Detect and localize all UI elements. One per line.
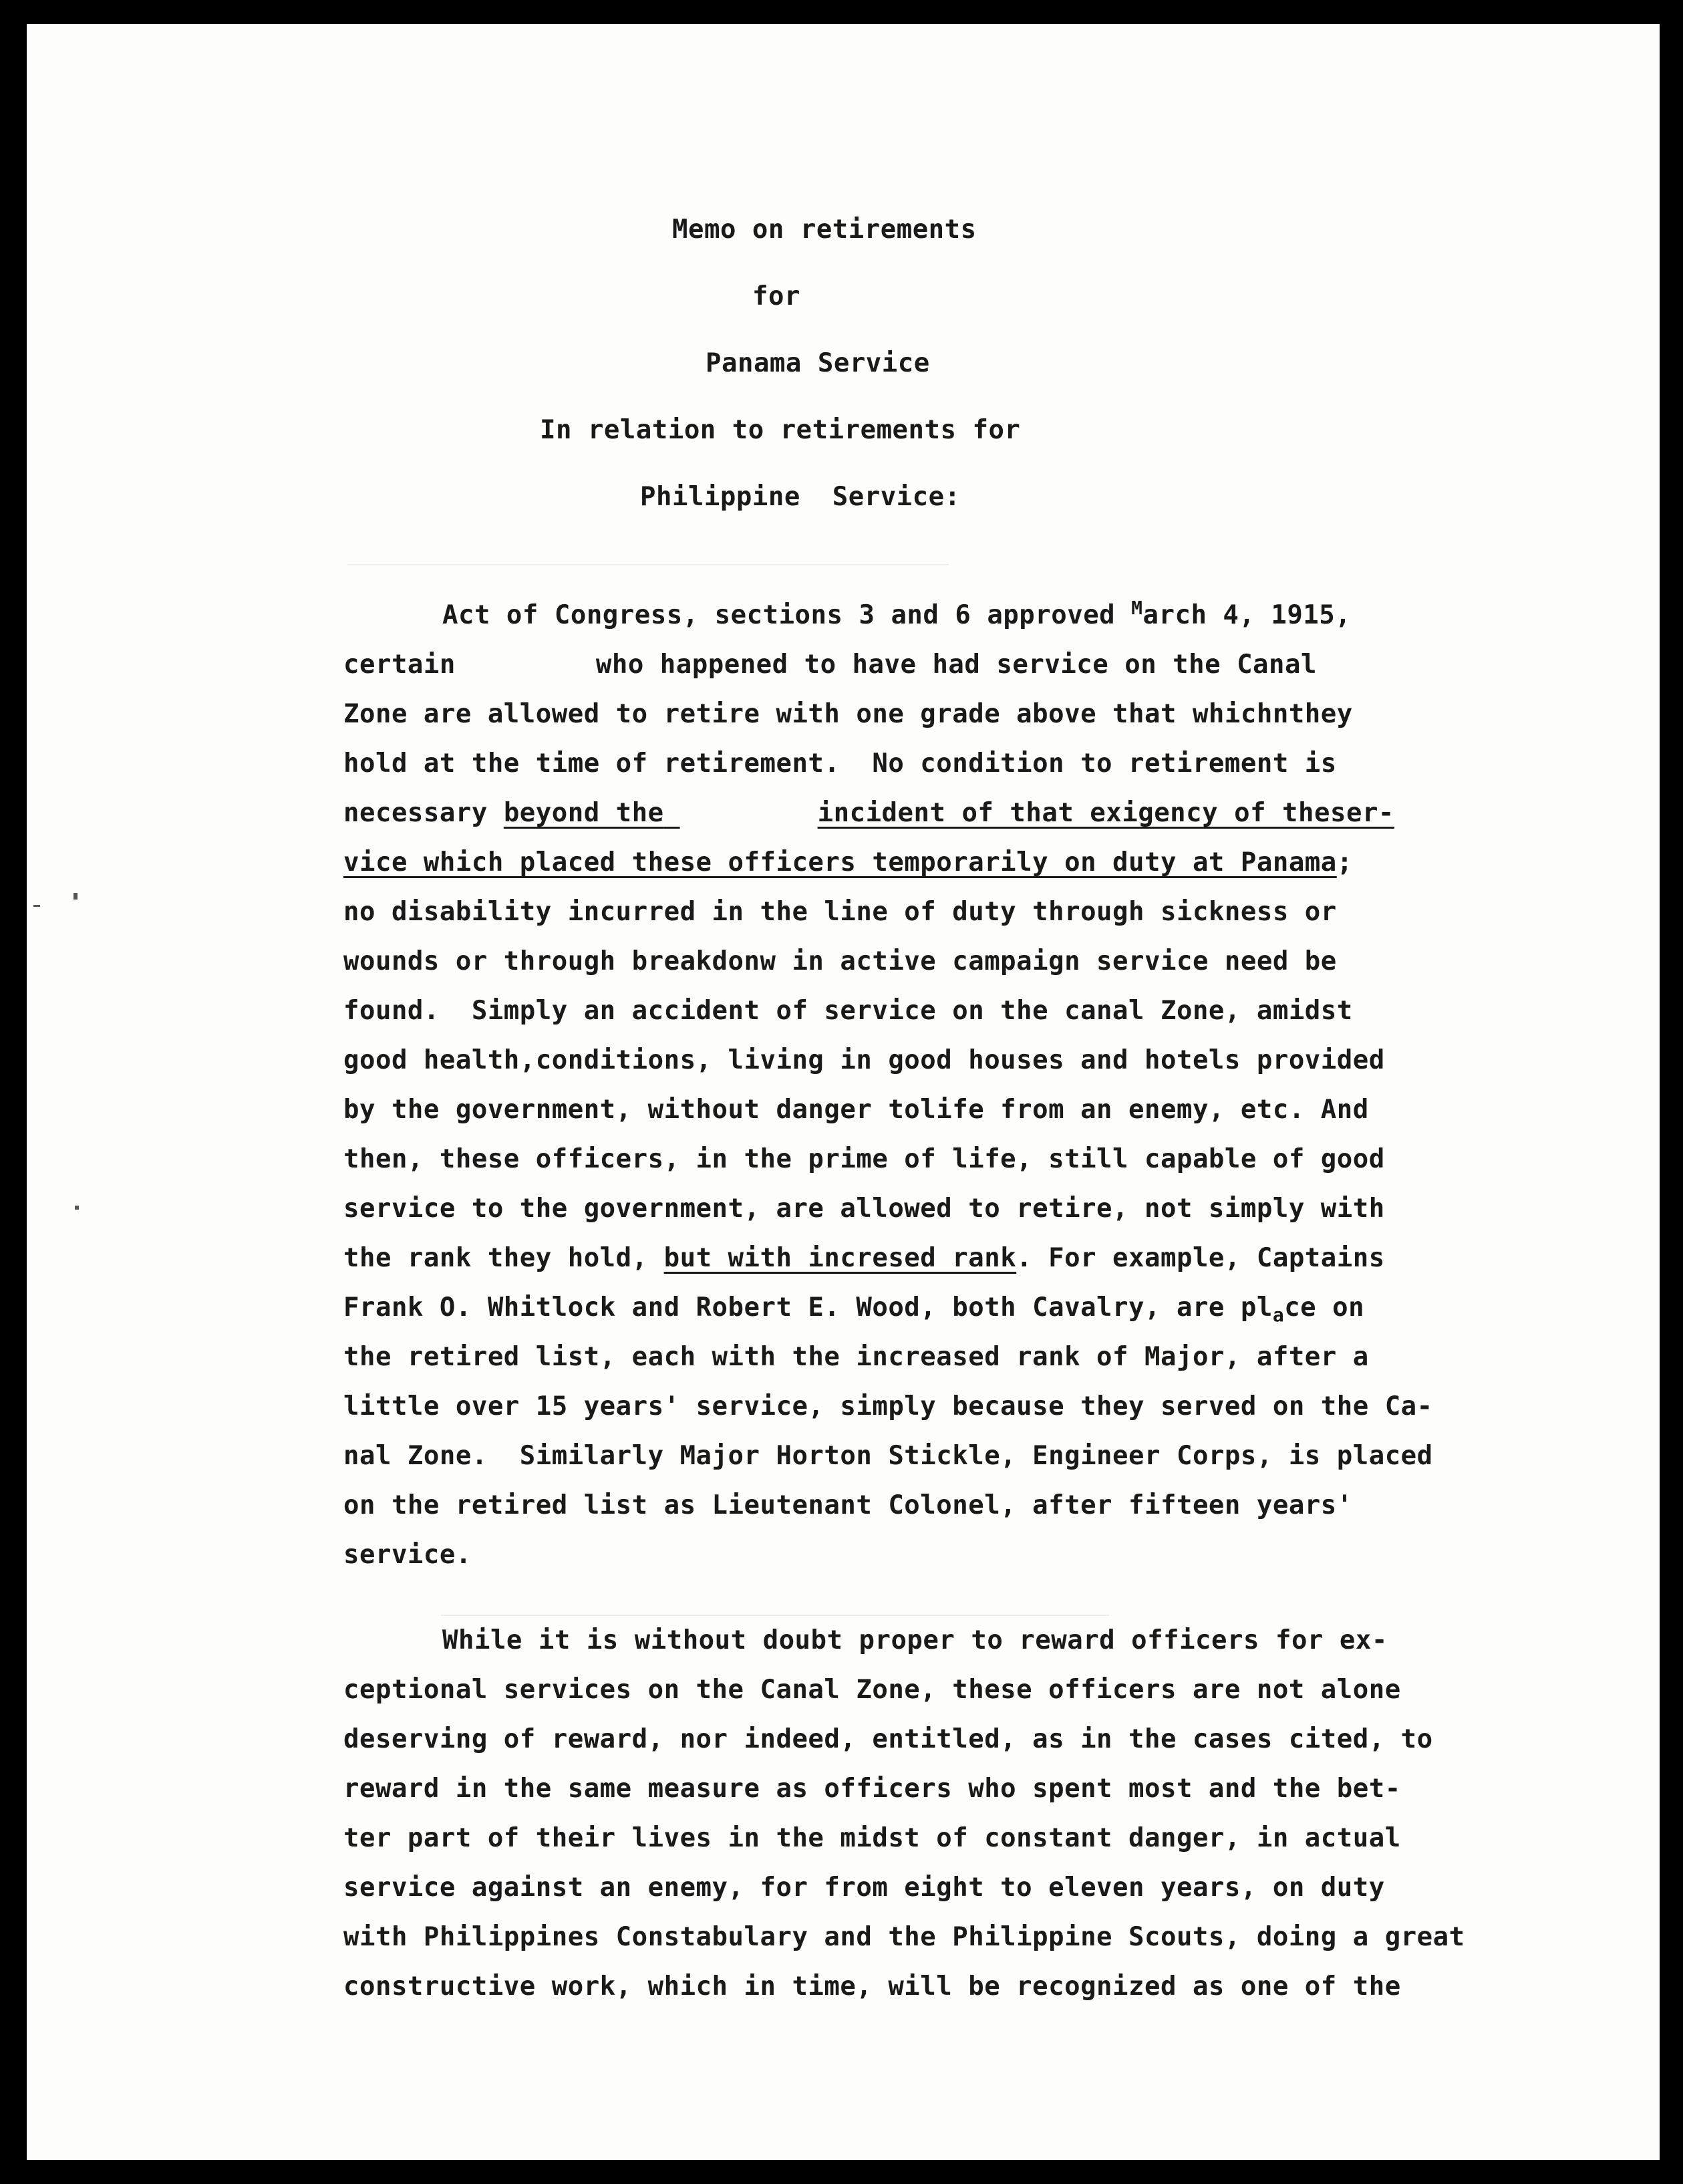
underlined-gap xyxy=(664,789,818,838)
para1-line-1-sup: M xyxy=(1131,597,1143,619)
document-page xyxy=(27,24,1660,2160)
para1-line-9: found. Simply an accident of service on the canal Zone, amidst xyxy=(343,996,1353,1026)
para1-line-4: hold at the time of retirement. No condition to retirement is xyxy=(343,748,1337,779)
para2-line-3: deserving of reward, nor indeed, entitled, as in the cases cited, to xyxy=(343,1724,1433,1754)
para2-line-1: While it is without doubt proper to reward officers for ex- xyxy=(442,1625,1388,1655)
title-panama-text: Panama Service xyxy=(706,348,930,378)
para1-line-3: Zone are allowed to retire with one grade above that whichnthey xyxy=(343,699,1353,729)
para1-line-7: no disability incurred in the line of duty through sickness or xyxy=(343,897,1337,927)
para1-line-14-text-b: . For example, Captains xyxy=(1016,1243,1385,1273)
para1-line-13: service to the government, are allowed to retire, not simply with xyxy=(343,1194,1385,1224)
para1-line-16: the retired list, each with the increased rank of Major, after a xyxy=(343,1342,1369,1372)
memo-title-text: Memo on retirements xyxy=(672,215,977,245)
para1-line-5 xyxy=(343,789,1394,838)
para1-line-5-text: necessary xyxy=(343,798,504,828)
para1-line-19: on the retired list as Lieutenant Colonel, after fifteen years' xyxy=(343,1490,1353,1520)
para1-line-20: service. xyxy=(343,1540,472,1570)
para1-line-1-text: Act of Congress, sections 3 and 6 approved xyxy=(442,600,1132,630)
margin-dot xyxy=(73,893,78,900)
underlined-text: but with incresed rank xyxy=(663,1243,1017,1273)
para1-line-14-text: the rank they hold, xyxy=(343,1243,664,1273)
title-relation-text: In relation to retirements for xyxy=(540,415,1021,445)
para1-line-8: wounds or through breakdonw in active campaign service need be xyxy=(343,946,1337,976)
underlined-text: beyond the xyxy=(503,798,664,828)
para1-line-2-text-b: who happened to have had service on the Canal xyxy=(595,650,1317,680)
para2-line-6: service against an enemy, for from eight to eleven years, on duty xyxy=(343,1873,1385,1903)
para1-line-17: little over 15 years' service, simply because they served on the Ca- xyxy=(343,1391,1433,1421)
para1-line-6-text: ; xyxy=(1336,847,1353,877)
underlined-text: vice which placed these officers temporarily on duty at Panama xyxy=(343,847,1337,877)
para1-line-15-sub: a xyxy=(1272,1304,1285,1326)
para1-line-18: nal Zone. Similarly Major Horton Stickle, Engineer Corps, is placed xyxy=(343,1441,1433,1471)
para2-line-4: reward in the same measure as officers who spent most and the bet- xyxy=(343,1774,1401,1804)
para1-line-15-text: Frank O. Whitlock and Robert E. Wood, both Cavalry, are pl xyxy=(343,1292,1273,1323)
memo-body xyxy=(343,24,1546,2002)
title-philippine-text: Philippine Service: xyxy=(640,482,961,512)
para1-line-14 xyxy=(343,1234,1385,1283)
para1-line-2-text: certain xyxy=(343,650,456,680)
para1-line-10: good health,conditions, living in good houses and hotels provided xyxy=(343,1045,1385,1075)
title-for-text: for xyxy=(752,281,800,311)
para1-line-2 xyxy=(343,640,1317,690)
para1-line-1-text-b: arch 4, 1915, xyxy=(1142,600,1352,630)
margin-tick xyxy=(33,905,40,907)
para1-line-11: by the government, without danger tolife from an enemy, etc. And xyxy=(343,1095,1369,1125)
para1-line-15-text-b: ce on xyxy=(1284,1292,1365,1323)
margin-dot xyxy=(75,1206,79,1210)
para1-line-6 xyxy=(343,838,1353,888)
para2-line-8: constructive work, which in time, will be recognized as one of the xyxy=(343,1971,1401,2002)
underlined-text: incident of that exigency of theser- xyxy=(817,798,1394,828)
para1-line-12: then, these officers, in the prime of life, still capable of good xyxy=(343,1144,1385,1174)
para2-line-2: ceptional services on the Canal Zone, these officers are not alone xyxy=(343,1675,1401,1705)
para1-line-15 xyxy=(343,1283,1364,1333)
para2-line-7: with Philippines Constabulary and the Philippine Scouts, doing a great xyxy=(343,1922,1465,1952)
para1-line-1 xyxy=(442,591,1351,640)
para2-line-5: ter part of their lives in the midst of constant danger, in actual xyxy=(343,1823,1401,1853)
